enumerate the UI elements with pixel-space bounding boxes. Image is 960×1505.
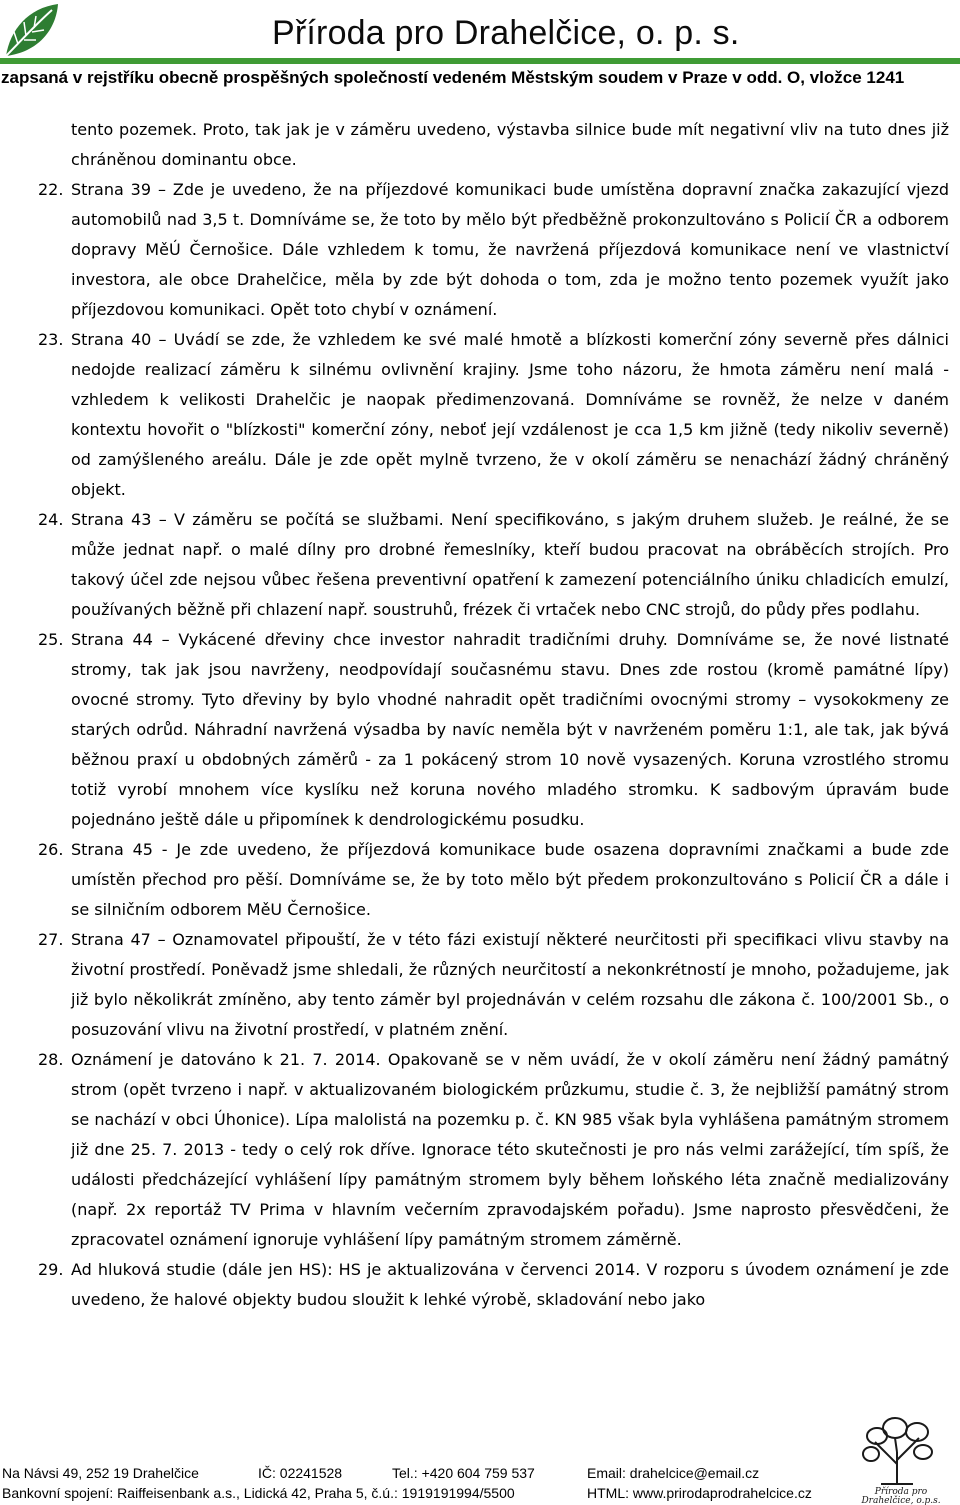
item-text: Strana 43 – V záměru se počítá se službami. Není specifikováno, s jakým druhem služeb. Je reálné, že se může jednat např. o malé dílny pro drobné řemeslníky, kteří budou pracovat na obráběcích strojích. Pro takový účel zde nejsou vůbec řešena preventivní opatření k zamezení potenciálního úniku chladicích emulzí, používaných běžně při chlazení např. soustruhů, frézek či vrtaček nebo CNC strojů, do půdy přes podlahu. [71, 510, 949, 619]
item-number: 24. [38, 510, 64, 529]
tree-logo-icon [845, 1402, 955, 1505]
footer-address: Na Návsi 49, 252 19 Drahelčice [2, 1465, 199, 1481]
item-number: 25. [38, 630, 64, 649]
item-text: Ad hluková studie (dále jen HS): HS je aktualizována v červenci 2014. V rozporu s úvodem oznámení je zde uvedeno, že halové objekty budou sloužit k lehké výrobě, skladování nebo jako [71, 1260, 949, 1309]
item-text: Strana 45 - Je zde uvedeno, že příjezdová komunikace bude osazena dopravními značkami a bude zde umístěn přechod pro pěší. Domníváme se, že by toto mělo být předem prokonzultováno s Policií ČR a dále i se silničním odborem MěU Černošice. [71, 840, 949, 919]
item-text: Strana 40 – Uvádí se zde, že vzhledem ke své malé hmotě a blízkosti komerční zóny severně přes dálnici nedojde realizací záměru k silnému ovlivnění krajiny. Jsme toho názoru, že hmota záměru není malá - vzhledem k velikosti Drahelčic je naopak předimenzovaná. Domníváme se rovněž, že nelze v daném kontextu hovořit o "blízkosti" komerční zóny, neboť její vzdálenost je cca 1,5 km jižně (tedy nikoliv severně) od zamýšleného areálu. Dále je zde opět mylně tvrzeno, že v okolí záměru se nenachází žádný chráněný objekt. [71, 330, 949, 499]
item-number: 28. [38, 1050, 64, 1069]
list-item [38, 505, 949, 625]
item-number: 29. [38, 1260, 64, 1279]
item-number: 23. [38, 330, 64, 349]
item-number: 22. [38, 180, 64, 199]
item-text: Strana 47 – Oznamovatel připouští, že v této fázi existují některé neurčitosti při specifikaci vlivu stavby na životní prostředí. Poněvadž jsme shledali, že různých neurčitostí a nekonkrétností je mnoho, požadujeme, jak již bylo několikrát zmíněno, aby tento záměr byl projednáván v celém rozsahu dle zákona č. 100/2001 Sb., o posuzování vlivu na životní prostředí, v platném znění. [71, 930, 949, 1039]
footer-phone: Tel.: +420 604 759 537 [392, 1465, 535, 1481]
footer-ico: IČ: 02241528 [258, 1465, 343, 1481]
organization-name: Příroda pro Drahelčice, o. p. s. [272, 14, 740, 52]
item-number: 27. [38, 930, 64, 949]
continuation-paragraph: tento pozemek. Proto, tak jak je v záměru uvedeno, výstavba silnice bude mít negativní vliv na tuto dnes již chráněnou dominantu obce. [71, 120, 949, 169]
list-item [38, 1255, 949, 1315]
list-item [38, 325, 949, 505]
list-item [38, 175, 949, 325]
list-item [38, 835, 949, 925]
registry-statement: zapsaná v rejstříku obecně prospěšných společností vedeném Městským soudem v Praze v odd. O, vložce 1241 [1, 68, 905, 87]
leaf-logo-icon [0, 0, 62, 62]
footer-logo-line1: Příroda pro [874, 1487, 928, 1497]
footer-bank: Bankovní spojení: Raiffeisenbank a.s., Lidická 42, Praha 5, č.ú.: 1919191994/5500 [2, 1485, 515, 1501]
item-text: Oznámení je datováno k 21. 7. 2014. Opakovaně se v něm uvádí, že v okolí záměru není žádný památný strom (opět tvrzeno i např. v aktualizovaném biologickém průzkumu, studie č. 3, že nejbližší památný strom se nachází v obci Úhonice). Lípa malolistá na pozemku p. č. KN 985 však byla vyhlášena památným stromem již dne 25. 7. 2013 - tedy o celý rok dříve. Ignorace této skutečnosti je pro nás velmi zarážející, tím spíš, že události předcházející vyhlášení lípy památným stromem byly během loňského léta značně medializovány (např. 2x reportáž TV Prima v hlavním večerním zpravodajském pořadu). Jsme naprosto přesvědčeni, že zpracovatel oznámení ignoruje vyhlášení lípy památným stromem záměrně. [71, 1050, 949, 1249]
item-text: Strana 44 – Vykácené dřeviny chce investor nahradit tradičními druhy. Domníváme se, že nové listnaté stromy, tak jak jsou navrženy, neodpovídají současnému stavu. Dnes zde rostou (kromě památné lípy) ovocné stromy. Tyto dřeviny by bylo vhodné nahradit opět tradičními ovocnými stromy – vysokokmeny ze starých odrůd. Náhradní navržená výsadba by navíc neměla být v navrženém poměru 1:1, ale tak, jak bývá běžnou praxí u obdobných záměrů - za 1 pokácený strom 10 nově vysazených. Koruna vzrostlého stromu totiž vyrobí mnohem více kyslíku než koruna nového mladého stromku. K sadbovým úpravám bude pojednáno ještě dále u připomínek k dendrologickému posudku. [71, 630, 949, 829]
item-text: Strana 39 – Zde je uvedeno, že na příjezdové komunikaci bude umístěna dopravní značka zakazující vjezd automobilů nad 3,5 t. Domníváme se, že toto by mělo být předběžně prokonzultováno s Policií ČR a odborem dopravy MěÚ Černošice. Dále vzhledem k tomu, že navržená příjezdová komunikace není ve vlastnictví investora, ale obce Drahelčice, měla by zde být dohoda o tom, zda je možno tento pozemek využít jako příjezdovou komunikaci. Opět toto chybí v oznámení. [71, 180, 949, 319]
list-item [38, 1045, 949, 1255]
document-body [38, 115, 949, 1315]
list-item [38, 925, 949, 1045]
item-number: 26. [38, 840, 64, 859]
footer-logo-line2: Drahelčice, o.p.s. [861, 1496, 941, 1505]
footer-email[interactable]: Email: drahelcice@email.cz [587, 1465, 760, 1481]
list-item [38, 625, 949, 835]
footer-web[interactable]: HTML: www.prirodaprodrahelcice.cz [587, 1485, 812, 1501]
